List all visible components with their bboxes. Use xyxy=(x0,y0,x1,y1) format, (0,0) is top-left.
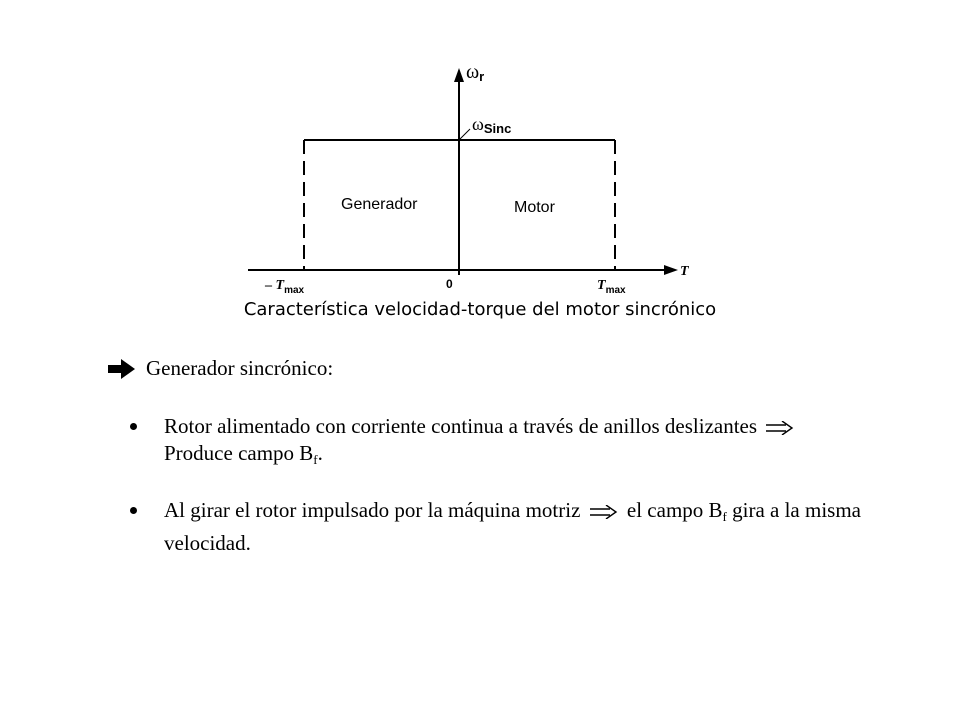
pos-tmax-label: $T_{max}$ xyxy=(597,278,626,296)
motor-region-label: Motor xyxy=(514,199,555,216)
implies-arrow-icon xyxy=(766,421,794,435)
heading-text: Generador sincrónico: xyxy=(146,356,334,380)
generator-region-label: Generador xyxy=(341,196,418,213)
omega-sinc-label: ωSinc xyxy=(472,114,512,136)
omega-sinc-leader xyxy=(459,129,470,140)
vertical-axis-arrowhead xyxy=(454,68,464,82)
horizontal-axis-arrowhead xyxy=(664,265,678,275)
bullet-dot-icon xyxy=(130,423,137,430)
list-item: Al girar el rotor impulsado por la máquina motriz el campo $B_f$ gira a la misma velocidad. xyxy=(130,497,890,557)
speed-torque-diagram xyxy=(0,0,960,300)
section-heading xyxy=(108,356,333,381)
right-arrow-icon xyxy=(108,359,136,379)
origin-label: 0 xyxy=(446,277,453,291)
implies-arrow-icon xyxy=(590,505,618,519)
torque-axis-label: T xyxy=(680,264,689,279)
figure-caption: Característica velocidad-torque del motor sincrónico xyxy=(243,299,717,320)
list-item: Rotor alimentado con corriente continua a través de anillos deslizantes Produce campo $B_f$. xyxy=(130,413,890,473)
neg-tmax-label: – $T_{max}$ xyxy=(265,278,305,296)
omega-r-label: ωr xyxy=(466,61,485,84)
bullet-dot-icon xyxy=(130,507,137,514)
